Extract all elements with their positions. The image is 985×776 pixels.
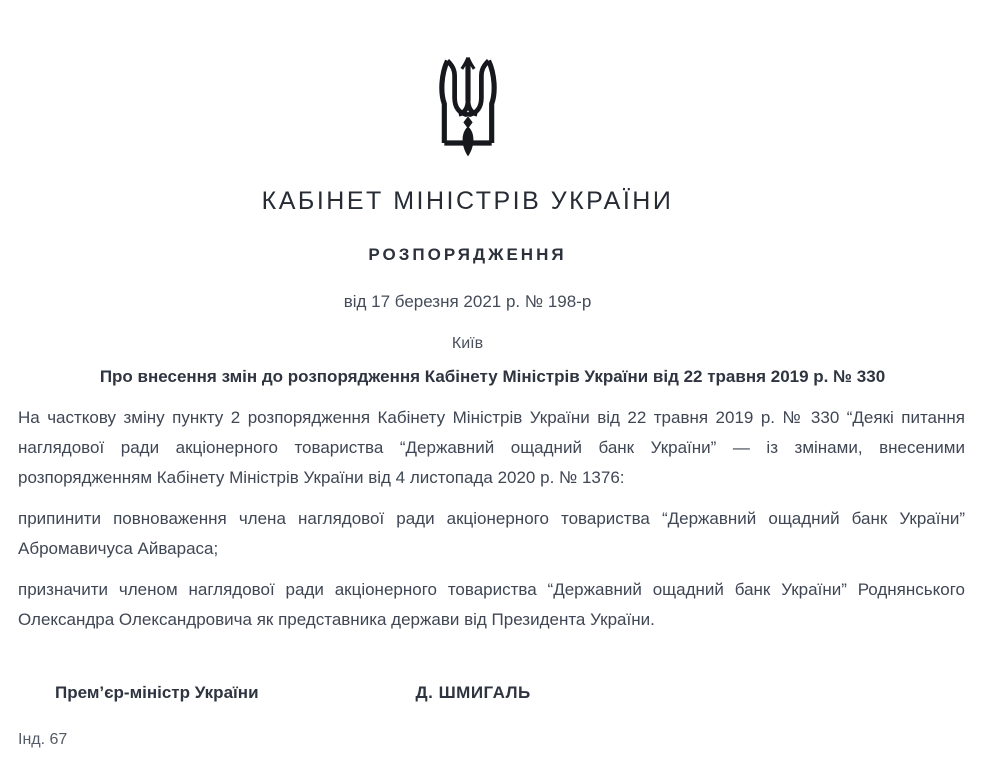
doc-city: Київ xyxy=(451,335,484,352)
signature-name: Д. ШМИГАЛЬ xyxy=(415,683,531,702)
ukraine-trident-emblem-icon xyxy=(433,56,503,160)
document-header xyxy=(0,0,935,353)
org-name-heading: КАБІНЕТ МІНІСТРІВ УКРАЇНИ xyxy=(261,187,674,215)
paragraph-terminate-powers: припинити повноваження члена наглядової ради акціонерного товариства “Державний ощадний банк України” Абромавичуса Айвараса; xyxy=(18,509,965,558)
doc-body xyxy=(18,403,965,635)
doc-date-number: від 17 березня 2021 р. № 198-р xyxy=(343,292,592,311)
footer-index-label: Інд. 67 xyxy=(18,731,68,748)
paragraph-preamble: На часткову зміну пункту 2 розпорядження Кабінету Міністрів України від 22 травня 2019 р. № 330 “Деякі питання наглядової ради акціонерного товариства “Державний ощадний банк України” — із змінами, внесеними розпорядженням Кабінету Міністрів України від 4 листопада 2020 р. № 1376: xyxy=(18,408,965,487)
signature-row xyxy=(0,683,985,703)
paragraph-appoint-member: призначити членом наглядової ради акціонерного товариства “Державний ощадний банк України” Роднянського Олександра Олександровича як представника держави від Президента України. xyxy=(18,580,965,629)
doc-type-label: РОЗПОРЯДЖЕННЯ xyxy=(368,245,567,264)
signature-role: Прем’єр-міністр України xyxy=(55,683,259,702)
doc-title: Про внесення змін до розпорядження Кабінету Міністрів України від 22 травня 2019 р. № 330 xyxy=(99,367,886,386)
